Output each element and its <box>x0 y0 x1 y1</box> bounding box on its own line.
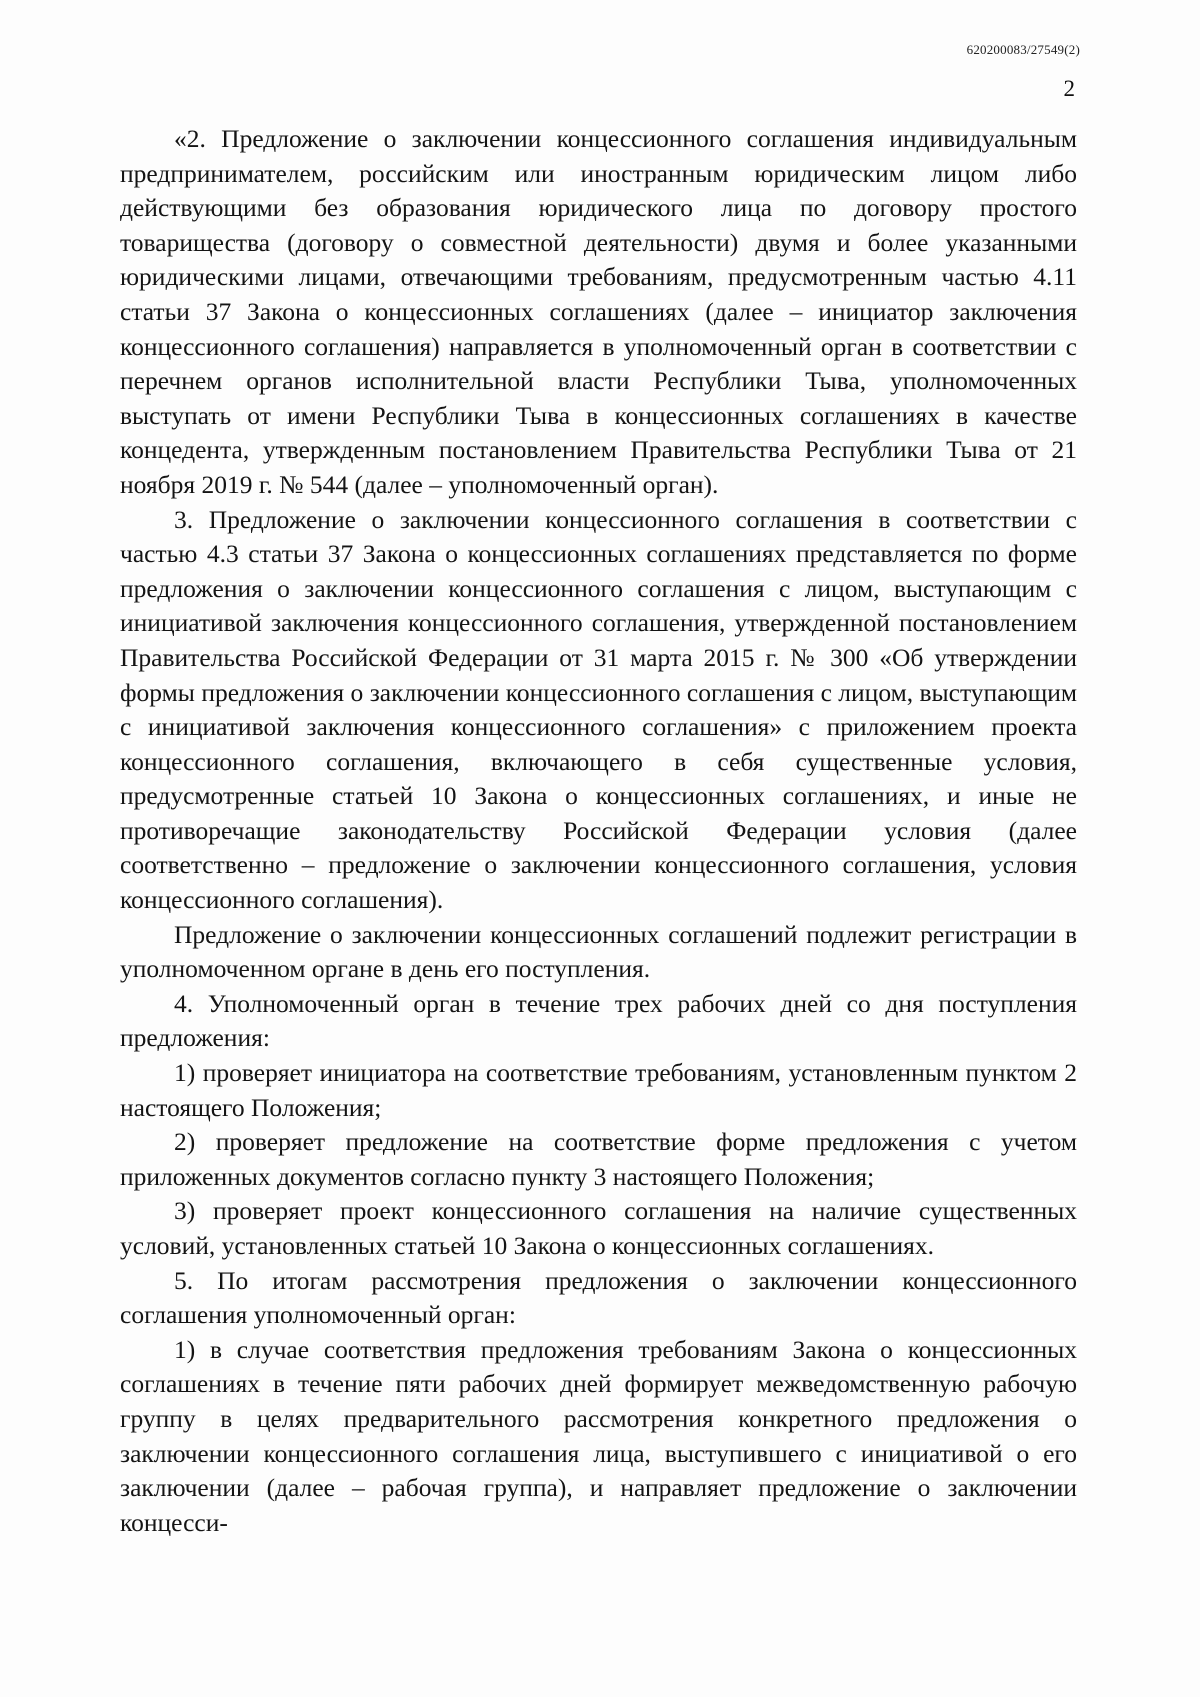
document-id: 620200083/27549(2) <box>966 42 1080 57</box>
paragraph-registration: Предложение о заключении концессионных соглашений подлежит регистрации в уполномоченном органе в день его поступления. <box>120 919 1077 984</box>
paragraph-3: 3. Предложение о заключении концессионного соглашения в соответствии с частью 4.3 статьи 37 Закона о концессионных соглашениях представляется по форме предложения о заключении концессионного соглашения с лицом, выступающим с инициативой заключения концессионного соглашения, утвержденной постановлением Правительства Российской Федерации от 31 марта 2015 г. № 300 «Об утверждении формы предложения о заключении концессионного соглашения с лицом, выступающим с инициативой заключения концессионного соглашения» с приложением проекта концессионного соглашения, включающего в себя существенные условия, предусмотренные статьей 10 Закона о концессионных соглашениях, и иные не противоречащие законодательству Российской Федерации условия (далее соответственно – предложение о заключении концессионного соглашения, условия концессионного соглашения). <box>120 504 1077 915</box>
page-number: 2 <box>1063 76 1075 101</box>
paragraph-4-item-3: 3) проверяет проект концессионного соглашения на наличие существенных условий, установленных статьей 10 Закона о концессионных соглашениях. <box>120 1196 1077 1260</box>
paragraph-4-item-2: 2) проверяет предложение на соответствие форме предложения с учетом приложенных документов согласно пункту 3 настоящего Положения; <box>120 1127 1077 1191</box>
document-body <box>120 122 1077 1540</box>
paragraph-4-item-1: 1) проверяет инициатора на соответствие требованиям, установленным пунктом 2 настоящего Положения; <box>120 1058 1077 1122</box>
paragraph-5: 5. По итогам рассмотрения предложения о заключении концессионного соглашения уполномоченный орган: <box>120 1265 1077 1330</box>
paragraph-2: «2. Предложение о заключении концессионного соглашения индивидуальным предпринимателем, российским или иностранным юридическим лицом либо действующими без образования юридического лица по договору простого товарищества (договору о совместной деятельности) двумя и более указанными юридическими лицами, отвечающими требованиям, предусмотренным частью 4.11 статьи 37 Закона о концессионных соглашениях (далее – инициатор заключения концессионного соглашения) направляется в уполномоченный орган в соответствии с перечнем органов исполнительной власти Республики Тыва, уполномоченных выступать от имени Республики Тыва в концессионных соглашениях в качестве концедента, утвержденным постановлением Правительства Республики Тыва от 21 ноября 2019 г. № 544 (далее – уполномоченный орган). <box>120 124 1077 499</box>
paragraph-5-item-1: 1) в случае соответствия предложения требованиям Закона о концессионных соглашениях в течение пяти рабочих дней формирует межведомственную рабочую группу в целях предварительного рассмотрения конкретного предложения о заключении концессионного соглашения лица, выступившего с инициативой о его заключении (далее – рабочая группа), и направляет предложение о заключении концесси- <box>120 1334 1077 1537</box>
paragraph-4: 4. Уполномоченный орган в течение трех рабочих дней со дня поступления предложения: <box>120 988 1077 1053</box>
